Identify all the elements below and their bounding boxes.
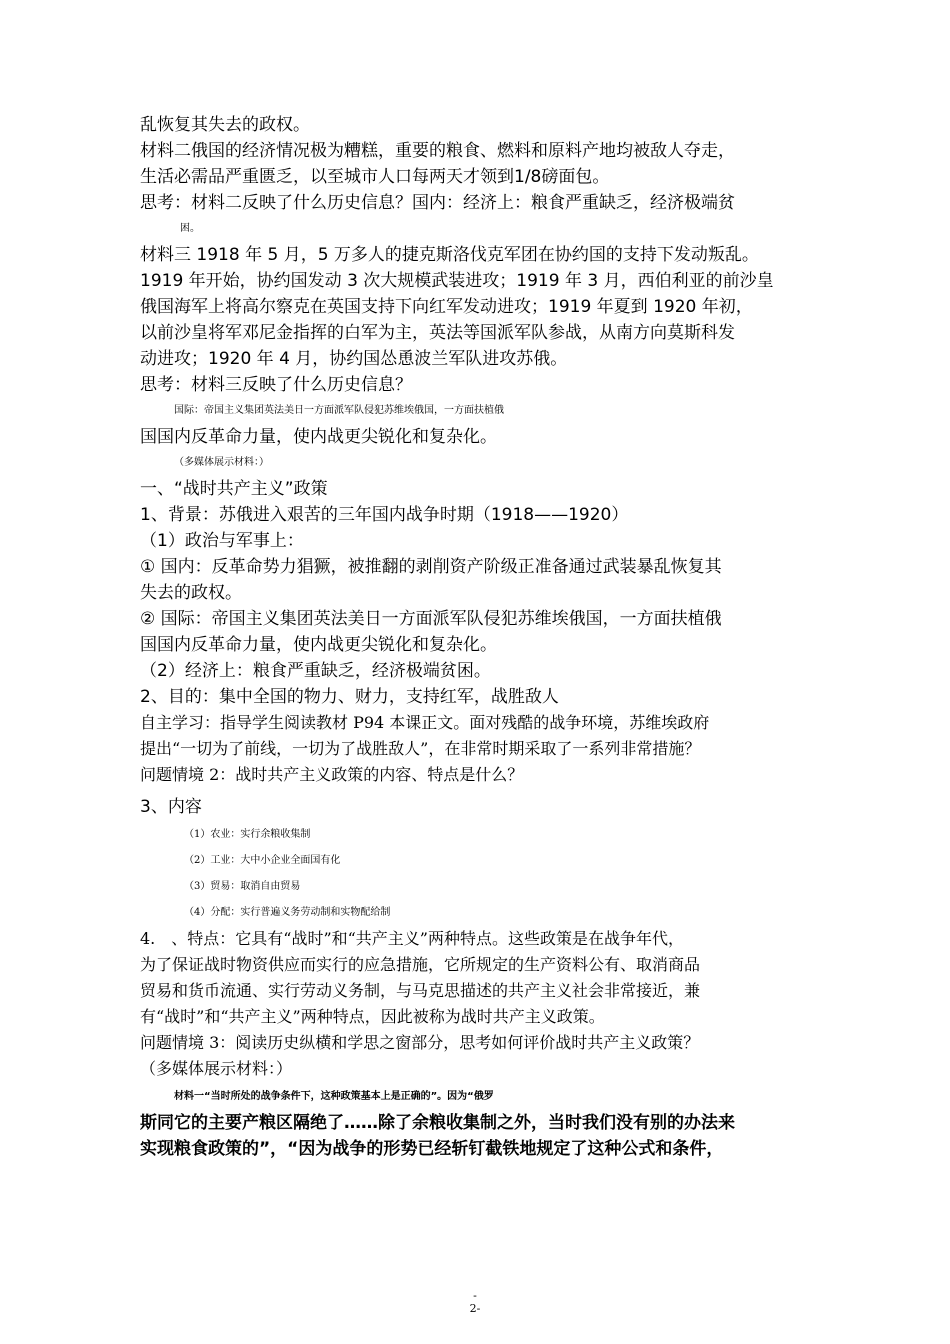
text-line: （2）工业：大中小企业全面国有化 [184, 855, 341, 866]
text-line: 贸易和货币流通、实行劳动义务制，与马克思描述的共产主义社会非常接近，兼 [140, 981, 701, 1000]
text-line: 思考：材料三反映了什么历史信息？ [140, 375, 412, 395]
text-line: 有“战时”和“共产主义”两种特点，因此被称为战时共产主义政策。 [140, 1007, 605, 1026]
text-line: 2、目的：集中全国的物力、财力，支持红军，战胜敌人 [140, 687, 559, 707]
text-line: 国际：帝国主义集团英法美日一方面派军队侵犯苏维埃俄国，一方面扶植俄 [174, 405, 504, 416]
text-line: 材料二俄国的经济情况极为糟糕，重要的粮食、燃料和原料产地均被敌人夺走， [140, 141, 735, 161]
text-line: 俄国海军上将高尔察克在英国支持下向红军发动进攻；1919 年夏到 1920 年初， [140, 297, 753, 317]
text-line: 4. 、特点：它具有“战时”和“共产主义”两种特点。这些政策是在战争年代， [140, 929, 684, 948]
text-line: 国国内反革命力量，使内战更尖锐化和复杂化。 [140, 635, 497, 655]
page-number: 2- [469, 1302, 481, 1315]
text-line: （3）贸易：取消自由贸易 [184, 881, 301, 892]
text-line: ② 国际：帝国主义集团英法美日一方面派军队侵犯苏维埃俄国，一方面扶植俄 [140, 609, 722, 629]
text-line: （2）经济上：粮食严重缺乏，经济极端贫困。 [140, 661, 491, 681]
text-line: 乱恢复其失去的政权。 [140, 115, 310, 135]
text-line: 问题情境 2：战时共产主义政策的内容、特点是什么？ [140, 765, 524, 784]
text-line: （多媒体展示材料：） [140, 1059, 293, 1078]
text-line: （1）政治与军事上： [140, 531, 304, 551]
text-line: 问题情境 3：阅读历史纵横和学思之窗部分，思考如何评价战时共产主义政策？ [140, 1033, 700, 1052]
text-line: 为了保证战时物资供应而实行的应急措施，它所规定的生产资料公有、取消商品 [140, 955, 701, 974]
text-line: 动进攻；1920 年 4 月，协约国怂恿波兰军队进攻苏俄。 [140, 349, 568, 369]
text-line: 自主学习：指导学生阅读教材 P94 本课正文。面对残酷的战争环境，苏维埃政府 [140, 713, 710, 732]
text-line: 生活必需品严重匮乏，以至城市人口每两天才领到1/8磅面包。 [140, 167, 610, 187]
text-line: 国国内反革命力量，使内战更尖锐化和复杂化。 [140, 427, 497, 447]
text-line: 斯同它的主要产粮区隔绝了……除了余粮收集制之外，当时我们没有别的办法来 [140, 1113, 735, 1133]
text-line: 思考：材料二反映了什么历史信息？国内：经济上：粮食严重缺乏，经济极端贫 [140, 193, 735, 213]
text-line: 1919 年开始，协约国发动 3 次大规模武装进攻；1919 年 3 月，西伯利亚的前沙皇 [140, 271, 774, 291]
text-line: 材料三 1918 年 5 月，5 万多人的捷克斯洛伐克军团在协约国的支持下发动叛乱。 [140, 245, 759, 265]
text-line: 以前沙皇将军邓尼金指挥的白军为主，英法等国派军队参战，从南方向莫斯科发 [140, 323, 735, 343]
text-line: 一、“战时共产主义”政策 [140, 479, 328, 499]
footer-dash: - [473, 1289, 477, 1302]
text-line: 提出“一切为了前线，一切为了战胜敌人”，在非常时期采取了一系列非常措施？ [140, 739, 701, 758]
text-line: 材料一“当时所处的战争条件下，这种政策基本上是正确的”。因为“俄罗 [174, 1091, 494, 1102]
text-line: （多媒体展示材料：） [174, 457, 269, 468]
text-line: （1）农业：实行余粮收集制 [184, 829, 311, 840]
text-line: 困。 [180, 223, 200, 234]
text-line: （4）分配：实行普遍义务劳动制和实物配给制 [184, 907, 391, 918]
text-line: ① 国内：反革命势力猖獗，被推翻的剥削资产阶级正准备通过武装暴乱恢复其 [140, 557, 722, 577]
text-line: 实现粮食政策的”，“因为战争的形势已经斩钉截铁地规定了这种公式和条件， [140, 1139, 724, 1159]
text-line: 失去的政权。 [140, 583, 242, 603]
text-line: 3、内容 [140, 797, 202, 817]
text-line: 1、背景：苏俄进入艰苦的三年国内战争时期（1918——1920） [140, 505, 629, 525]
